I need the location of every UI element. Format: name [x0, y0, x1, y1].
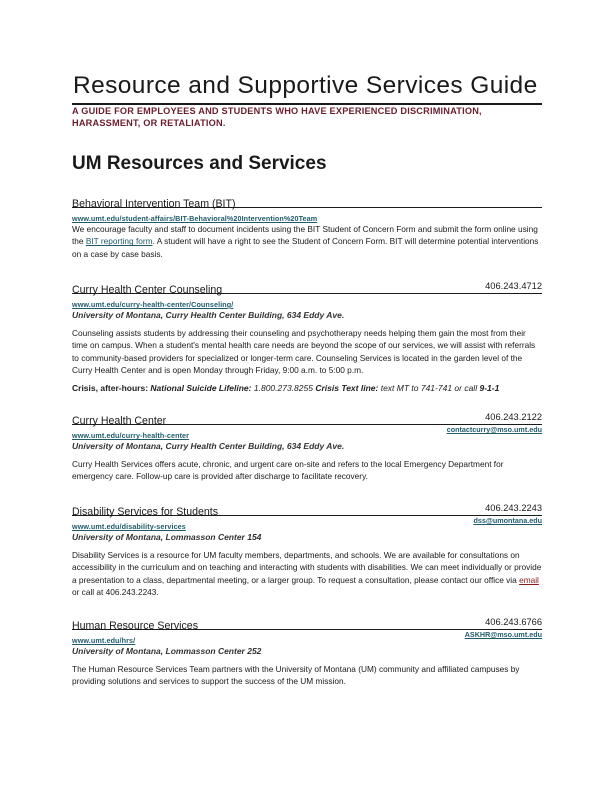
bit-reporting-form-link[interactable]: BIT reporting form: [85, 236, 153, 247]
document-title: Resource and Supportive Services Guide: [73, 72, 538, 99]
entry-description: The Human Resource Services Team partners with the University of Montana (UM) community and affiliated campuses by providing solutions and services to support the success of the UM mission.: [72, 664, 520, 687]
textline-label: Crisis Text line:: [315, 383, 379, 394]
disability-website-link[interactable]: www.umt.edu/disability-services: [72, 522, 186, 531]
entry-phone: 406.243.6766: [485, 617, 542, 627]
lifeline-number: 1.800.273.8255: [253, 383, 313, 394]
entry-header: [72, 280, 542, 296]
section-heading: UM Resources and Services: [72, 153, 327, 174]
entry-links: [72, 516, 542, 531]
entry-address: University of Montana, Curry Health Center Building, 634 Eddy Ave.: [72, 441, 345, 451]
entry-phone: 406.243.2122: [485, 412, 542, 422]
entry-name: Curry Health Center: [72, 415, 167, 427]
description-text: or call at 406.243.2243.: [72, 586, 159, 597]
health-center-website-link[interactable]: www.umt.edu/curry-health-center: [72, 431, 190, 440]
entry-name: Curry Health Center Counseling: [72, 284, 223, 296]
entry-address: University of Montana, Lommasson Center 154: [72, 532, 262, 542]
title-divider: [72, 103, 542, 105]
entry-health-center: [72, 411, 542, 483]
entry-name: Human Resource Services: [72, 620, 198, 632]
description-text: We encourage faculty and staff to document incidents using the BIT Student of Concern Form and submit the form online using the: [72, 224, 538, 247]
entry-counseling: [72, 280, 542, 394]
hr-website-link[interactable]: www.umt.edu/hrs/: [72, 636, 136, 645]
entry-bit: [72, 194, 542, 260]
entry-address: University of Montana, Curry Health Center Building, 634 Eddy Ave.: [72, 310, 345, 320]
entry-description: Curry Health Services offers acute, chronic, and urgent care on-site and refers to the local Emergency Department for emergency care. Follow-up care is provided after discharge to facilitate recovery.: [72, 459, 504, 482]
entry-name: Behavioral Intervention Team (BIT): [72, 198, 236, 210]
description-text: . A student will have a right to see the Student of Concern Form. BIT will determine potential interventions on a case by case basis.: [72, 236, 539, 259]
entry-human-resources: [72, 616, 542, 688]
entry-links: [72, 425, 542, 440]
entry-links: [72, 208, 542, 223]
entry-address: University of Montana, Lommasson Center 252: [72, 646, 262, 656]
disability-email-inline-link[interactable]: email: [519, 574, 539, 585]
entry-header: [72, 616, 542, 632]
entry-name: Disability Services for Students: [72, 506, 219, 518]
entry-links: [72, 630, 542, 645]
document-subtitle: A GUIDE FOR EMPLOYEES AND STUDENTS WHO HAVE EXPERIENCED DISCRIMINATION, HARASSMENT, OR RETALIATION.: [72, 106, 482, 128]
entry-links: [72, 294, 542, 309]
counseling-website-link[interactable]: www.umt.edu/curry-health-center/Counseling/: [72, 300, 234, 309]
health-center-email-link[interactable]: contactcurry@mso.umt.edu: [446, 425, 542, 434]
disability-email-link[interactable]: dss@umontana.edu: [473, 516, 542, 525]
emergency-number: 9-1-1: [479, 383, 500, 394]
description-text: Disability Services is a resource for UM faculty members, departments, and schools. We are available for consultations on accessibility in the curriculum and on teaching and interacting with students with disabilities. We can meet individually or provide a presentation to a class, departmental meeting, or a larger group. To request a consultation, please contact our office via: [72, 550, 542, 585]
entry-description: [72, 549, 542, 598]
entry-description: Counseling assists students by addressing their counseling and psychotherapy needs helping them gain the most from their time on campus. When a student's mental health care needs are beyond the scope of our services, we will assist with referrals to community-based providers for specialized or longer-term care. Counseling Services is located in the garden level of the Curry Health Center and is open Monday through Friday, 9:00 a.m. to 5:00 p.m.: [72, 328, 536, 375]
entry-header: [72, 194, 542, 210]
hr-email-link[interactable]: ASKHR@mso.umt.edu: [464, 630, 542, 639]
entry-header: [72, 502, 542, 518]
entry-disability-services: [72, 502, 542, 598]
entry-header: [72, 411, 542, 427]
crisis-label: Crisis, after-hours:: [72, 383, 149, 394]
textline-value: text MT to 741-741 or call: [380, 383, 478, 394]
lifeline-label: National Suicide Lifeline:: [150, 383, 252, 394]
entry-phone: 406.243.4712: [485, 281, 542, 291]
bit-website-link[interactable]: www.umt.edu/student-affairs/BIT-Behavioral%20Intervention%20Team: [72, 214, 318, 223]
entry-description: [72, 223, 542, 260]
crisis-line: [72, 383, 542, 394]
entry-phone: 406.243.2243: [485, 503, 542, 513]
